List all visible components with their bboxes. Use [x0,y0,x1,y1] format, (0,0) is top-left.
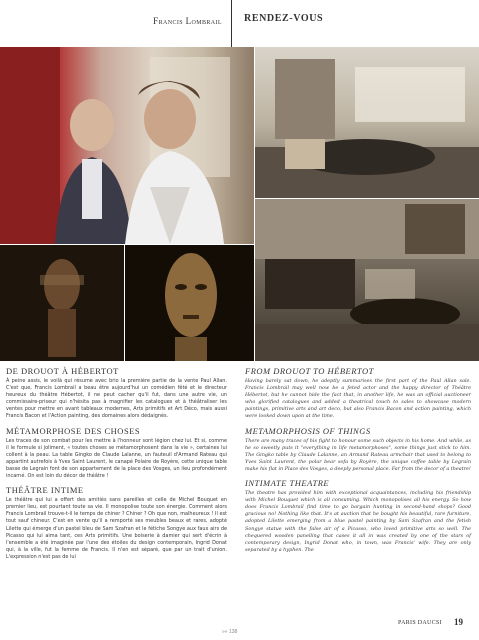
portrait-photo-illustration [0,47,254,244]
paragraph: Having barely sat down, he adeptly summarises the first part of the Paul Allan sale. Francis Lombrail may well now be a feted actor and the happy director of Théâtre Hébertot, but he cannot hide the fact that, in another life, he was an official auctioneer who glorified catalogues and added a theatrical touch to sales to showcase modern paintings, primitive arts and art deco, but also Francis Bacon and action painting, which were looked down upon at the time. [245,378,471,420]
lounge-illustration [255,199,479,361]
paragraph: Les traces de son combat pour les mettre à l'honneur sont légion chez lui. Et si, comme il le formule si joliment, « toutes choses se métamorphosent dans la vie », certaines lui collent à la peau. La table Gingko de Claude Lalanne, un fauteuil d'Armand Rateau qui appartint autrefois à Yves Saint Laurent, le canapé Polaire de Royère, cette unique table basse de Legrain font de son appartement de la place des Vosges, un lieu profondément incarné. On est loin du décor de théâtre ! [6,437,227,480]
author-name: Francis Lombrail [153,16,222,26]
french-article [6,366,227,566]
section-heading: DE DROUOT À HÉBERTOT [6,366,119,376]
lounge-photo [255,199,479,361]
interior-photo [255,47,479,198]
portrait-photo [0,47,254,244]
paragraph: À peine assis, le voilà qui résume avec brio la première partie de la vente Paul Allan. C'est que, Francis Lombrail a beau être aujourd'hui un comédien fêté et le directeur heureux du théâtre Hébertot, il ne peut cacher qu'il fut, dans une autre vie, un commissaire-priseur qui n'hésita pas à magnifier les catalogues et à théâtraliser les ventes pour mettre en avant tableaux modernes, Arts primitifs et Art Déco, mais aussi Francis Bacon et l'Action painting, des domaines alors dédaignés. [6,378,227,420]
section-heading: THÉÂTRE INTIME [6,485,84,496]
header-divider [231,0,232,50]
interior-photo-illustration [255,47,479,198]
arrow-icon: »» [222,629,228,635]
paragraph: There are many traces of his fight to honour some such objects in his home. And while, as he so sweetly puts it "everything in life metamorphoses", some things just stick to him. The Gingko table by Claude Lalanne, an Armand Rateau armchair that used to belong to Yves Saint Laurent, the polar bear sofa by Royère, the unique coffee table by Legrain make his flat in Place des Vosges, a deeply personal place. Far from the decor of a theatre! [245,437,471,472]
page-marker [222,629,237,635]
mask-photo [125,245,254,361]
paragraph: The theatre has provided him with exceptional acquaintances, including his friendship with Michel Bouquet which is all consuming. Which monopolises all his energy. So how does Francis Lombrail find time to go bargain hunting in second-hand shops? Good gracious no! Nothing like that. It's at auction that he bought his beautiful, rare furniture, adopted Lilette emerging from a blue pastel painting by Sam Szafran and the fetish Songye statue with the false air of a Picasso, who loved primitive arts so well. The chequered wooden panelling that cases it all in was created by one of the stars of contemporary design, Ingrid Donat who, in town, was Francis' wife. They are only separated by a hyphen. The [245,490,471,553]
mask-illustration [125,245,254,361]
statue-illustration [0,245,124,361]
statue-photo [0,245,124,361]
section-title: RENDEZ-VOUS [244,13,324,24]
section-heading: INTIMATE THEATRE [245,478,330,489]
paragraph: Le théâtre qui lui a offert des amitiés sans pareilles et celle de Michel Bouquet en premier lieu, est pourtant toute sa vie. Il monopolise toute son énergie. Comment alors Francis Lombrail trouve-t-il le temps de chiner ? Chiner ? Oh que non, malheureux ! Il est tout sauf chineur. C'est en vente qu'il a remporté ses meubles beaux et rares, adopté Lilette qui émerge d'un pastel bleu de Sam Szafran et le fétiche Songye aux faux airs de Picasso qui lui aima tant, ces Arts primitifs. Une boiserie à damier qui sert d'écrin à l'ensemble a été imaginée par l'une des étoiles du design contemporain, Ingrid Donat qui, à la ville, fut la femme de Francis. Il n'en est séparé, que par un trait d'union. L'expression n'est pas de lui [6,497,227,560]
page-number: 19 [454,617,463,627]
magazine-name: PARIS DAUCSI [398,620,442,626]
section-heading: METAMORPHOSIS OF THINGS [245,425,371,436]
section-heading: FROM DROUOT TO HÉBERTOT [245,366,374,376]
section-heading: MÉTAMORPHOSE DES CHOSES [6,425,141,436]
english-article [245,366,471,559]
page-marker-number: 138 [228,629,238,635]
